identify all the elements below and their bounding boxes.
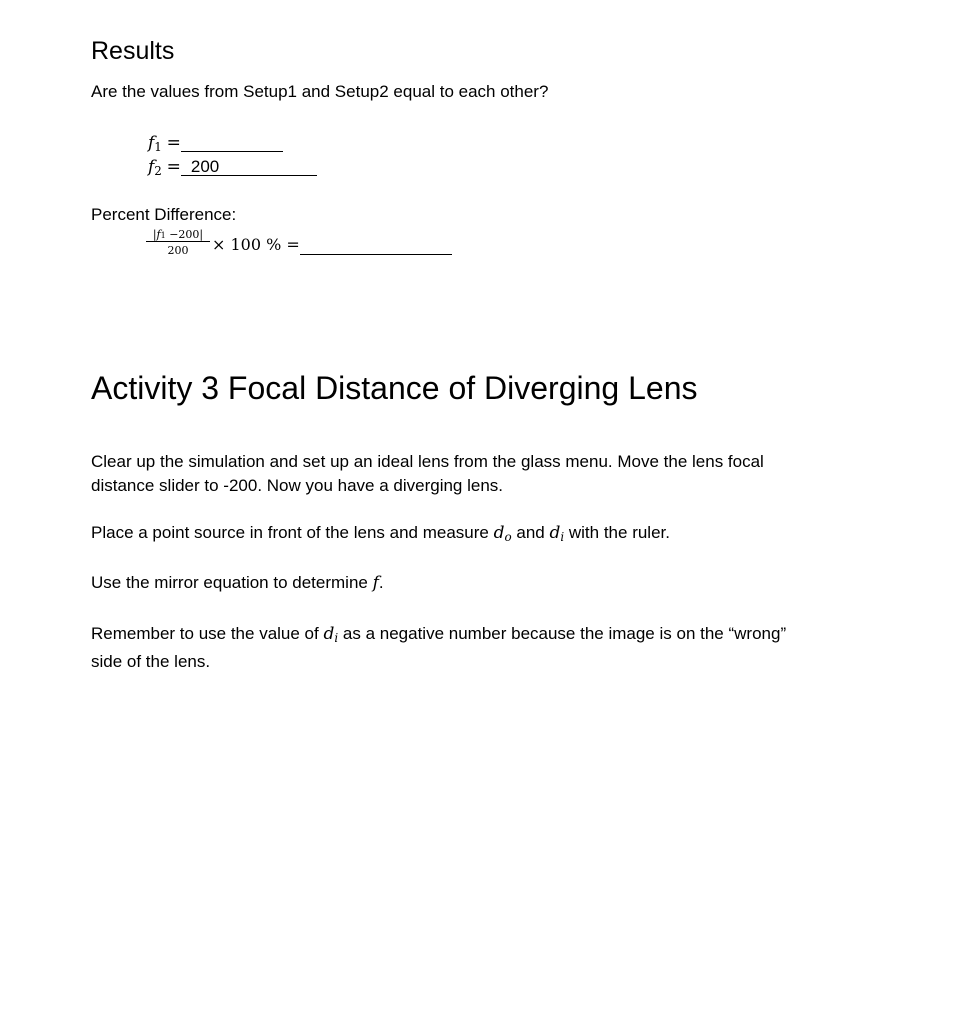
fraction-numerator: |f1 −200| [146, 228, 210, 242]
f-symbol: f [372, 573, 379, 593]
f1-line [148, 133, 283, 154]
f2-equals: = [166, 157, 181, 177]
f1-symbol: $f_1$ [148, 133, 162, 154]
percent-difference-label: Percent Difference: [91, 205, 237, 224]
activity3-paragraph-3: Use the mirror equation to determine f. [91, 573, 384, 593]
paragraph-1-line-1: Clear up the simulation and set up an ideal lens from the glass menu. Move the lens focal [91, 452, 764, 471]
f1-equals: = [166, 133, 181, 153]
results-question: Are the values from Setup1 and Setup2 equal to each other? [91, 82, 549, 101]
f2-line [148, 157, 317, 178]
fraction-denominator: 200 [167, 244, 189, 257]
f2-symbol: $f_2$ [148, 157, 162, 178]
percent-fraction [146, 228, 210, 257]
percent-answer-blank[interactable] [300, 238, 452, 255]
di-symbol: $d_i$ [549, 523, 565, 544]
paragraph-4-line-1: Remember to use the value of $d_i$ as a negative number because the image is on the “wrong” [91, 624, 787, 645]
percent-multiplier: × 100 % = [212, 235, 300, 254]
f2-answer-field[interactable] [181, 158, 317, 176]
do-symbol: $d_o$ [493, 523, 512, 544]
paragraph-4-line-2: side of the lens. [91, 651, 211, 671]
di-symbol-2: $d_i$ [323, 624, 339, 645]
f1-answer-blank[interactable] [181, 134, 283, 152]
paragraph-1-line-2: distance slider to -200. Now you have a diverging lens. [91, 476, 504, 495]
percent-tail [212, 235, 452, 255]
activity3-paragraph-1 [91, 450, 764, 498]
activity3-paragraph-2: Place a point source in front of the lens and measure $d_o$ and $d_i$ with the ruler. [91, 523, 670, 544]
activity3-heading: Activity 3 Focal Distance of Diverging Lens [91, 370, 698, 406]
activity3-paragraph-4 [91, 622, 786, 674]
results-heading: Results [91, 37, 175, 65]
f2-value: 200 [190, 157, 220, 176]
